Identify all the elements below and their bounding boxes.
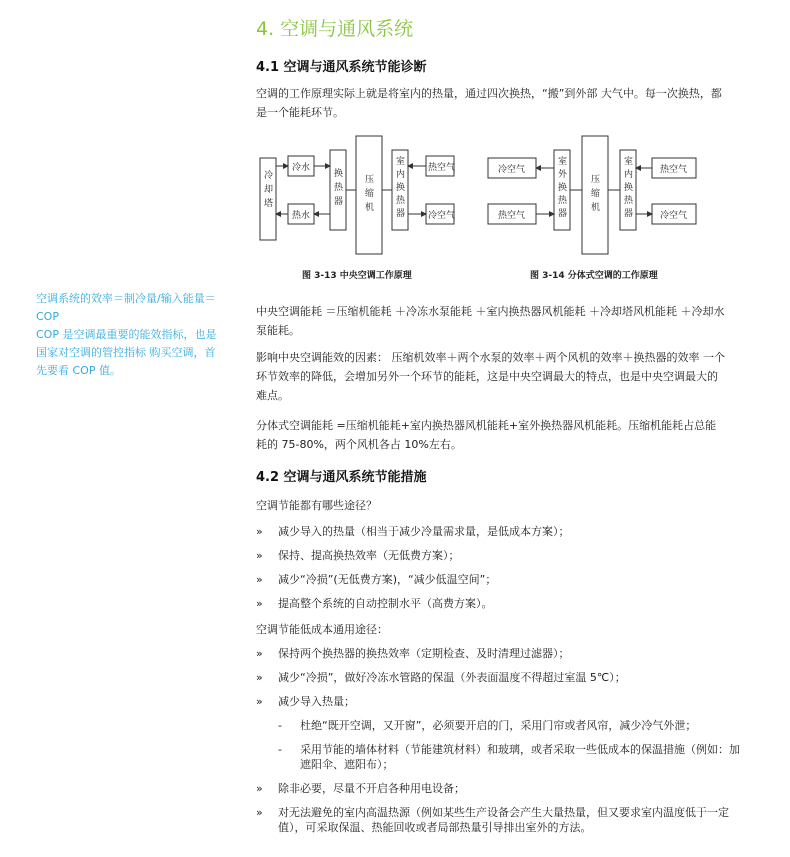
fig1-hot-air-label: 热空气	[428, 163, 456, 173]
list-item-text: 减少导入热量；	[278, 695, 355, 708]
fig1-cold-water-label: 冷水	[292, 163, 311, 173]
list-item: » 对无法避免的室内高温热源（例如某些生产设备会产生大量热量，但又要求室内温度低于一定值），可采取保温、热能回收或者局部热量引导排出室外的方法。	[256, 805, 746, 835]
list-item: » 保持、提高换热效率（无低费方案）；	[256, 548, 746, 563]
sidebar-cop-definition: 空调系统的效率＝制冷量/输入能量＝COP	[36, 292, 216, 323]
list-item: » 提高整个系统的自动控制水平（高费方案）。	[256, 596, 746, 611]
figure-central-ac	[256, 130, 456, 260]
list-item: » 减少“冷损”，做好冷冻水管路的保温（外表面温度不得超过室温 5℃）；	[256, 670, 746, 685]
central-ac-energy-paragraph: 中央空调能耗 ＝压缩机能耗 ＋冷冻水泵能耗 ＋室内换热器风机能耗 ＋冷却塔风机能耗 ＋冷却水泵能耗。	[256, 305, 725, 337]
subsection-title-diagnosis: 4.1 空调与通风系统节能诊断	[256, 60, 427, 75]
fig2-cold-air-out-label: 冷空气	[498, 165, 526, 175]
fig1-indoor-exchanger-label: 室内换热器	[396, 157, 406, 219]
list-item: » 保持两个换热器的换热效率（定期检查、及时清理过滤器）；	[256, 646, 746, 661]
fig2-cold-air-label: 冷空气	[660, 211, 688, 221]
fig2-indoor-exchanger-label: 室内换热器	[624, 157, 634, 219]
fig1-compressor-label: 压缩机	[365, 175, 375, 213]
fig1-hot-water-label: 热水	[292, 211, 311, 221]
list-item	[256, 694, 746, 772]
fig1-exchanger-label: 换热器	[334, 169, 344, 207]
energy-saving-paths-list	[256, 524, 746, 620]
heat-reduction-sublist	[278, 718, 746, 772]
question-paths: 空调节能都有哪些途径？	[256, 499, 377, 512]
fig2-hot-air-out-label: 热空气	[498, 211, 526, 221]
fig2-hot-air-label: 热空气	[660, 165, 688, 175]
figure-split-ac	[484, 130, 704, 260]
split-ac-energy-paragraph: 分体式空调能耗 =压缩机能耗+室内换热器风机能耗+室外换热器风机能耗。压缩机能耗占总能耗的 75-80%，两个风机各占 10%左右。	[256, 419, 717, 451]
figure-caption-split: 图 3-14 分体式空调的工作原理	[530, 271, 658, 281]
section-title: 4. 空调与通风系统	[256, 18, 414, 40]
list-item: » 减少导入的热量（相当于减少冷量需求量，是低成本方案）；	[256, 524, 746, 539]
sublist-item: - 采用节能的墙体材料（节能建筑材料）和玻璃，或者采取一些低成本的保温措施（例如：加遮阳伞、遮阳布）；	[278, 742, 746, 772]
intro-paragraph: 空调的工作原理实际上就是将室内的热量，通过四次换热，“搬”到外部 大气中。每一次换热，都是一个能耗环节。	[256, 87, 722, 119]
low-cost-paths-list	[256, 646, 746, 844]
sidebar-cop-importance: COP 是空调最重要的能效指标，也是国家对空调的管控指标 购买空调，首先要看 COP 值。	[36, 328, 217, 377]
fig1-cold-air-label: 冷空气	[428, 211, 456, 221]
list-item: » 减少“冷损”(无低费方案)，“减少低温空间”；	[256, 572, 746, 587]
fig1-tower-label: 冷却塔	[264, 171, 274, 209]
figure-caption-central: 图 3-13 中央空调工作原理	[302, 271, 412, 281]
fig2-compressor-label: 压缩机	[591, 175, 601, 213]
list-item: » 除非必要，尽量不开启各种用电设备；	[256, 781, 746, 796]
efficiency-factors-paragraph: 影响中央空调能效的因素： 压缩机效率＋两个水泵的效率＋两个风机的效率＋换热器的效率 一个环节效率的降低，会增加另外一个环节的能耗，这是中央空调最大的特点，也是中央空调最大的难点。	[256, 351, 725, 402]
sublist-item: - 杜绝“既开空调，又开窗”，必须要开启的门，采用门帘或者风帘，减少冷气外泄；	[278, 718, 746, 733]
fig2-outdoor-exchanger-label: 室外换热器	[558, 157, 568, 219]
question-low-cost: 空调节能低成本通用途径：	[256, 623, 388, 636]
sidebar-note	[36, 290, 226, 380]
subsection-title-measures: 4.2 空调与通风系统节能措施	[256, 470, 427, 485]
